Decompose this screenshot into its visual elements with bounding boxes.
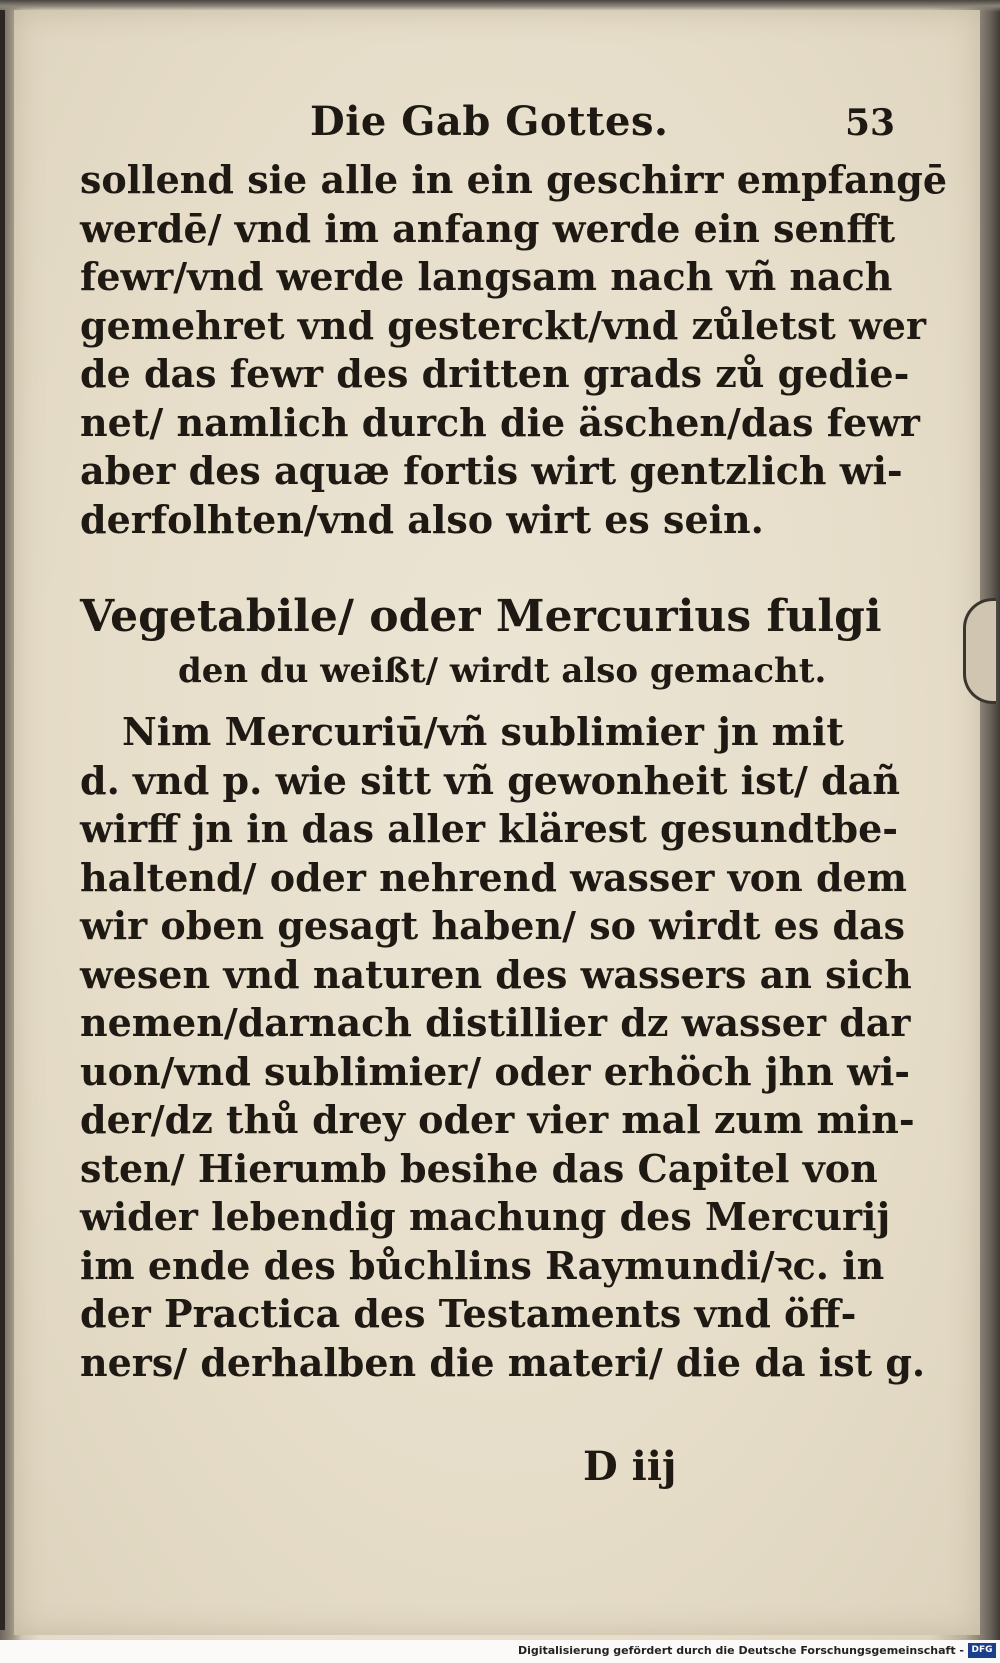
- running-header: [90, 98, 896, 148]
- text-line: der/dz thů drey oder vier mal zum min-: [80, 1097, 915, 1142]
- heading-line-2: den du weißt/ wirdt also gemacht.: [178, 651, 827, 691]
- paragraph-1: [80, 156, 948, 544]
- binding-edge: [0, 10, 5, 1630]
- text-line: derfolhten/vnd also wirt es sein.: [80, 496, 764, 542]
- footer-bar: [0, 1640, 1000, 1663]
- page-number: 53: [845, 102, 896, 144]
- text-line: nemen/darnach distillier dz wasser dar: [80, 1000, 911, 1045]
- text-line: aber des aquæ fortis wirt gentzlich wi-: [80, 448, 903, 493]
- signature-mark: D iij: [583, 1443, 677, 1490]
- text-line: de das fewr des dritten grads zů gedie-: [80, 351, 910, 396]
- text-line: wider lebendig machung des Mercurij: [80, 1194, 891, 1239]
- text-line: sollend sie alle in ein geschirr empfangē: [80, 157, 948, 202]
- text-line: uon/vnd sublimier/ oder erhöch jhn wi-: [80, 1048, 911, 1094]
- text-line: net/ namlich durch die äschen/das fewr: [80, 399, 920, 445]
- heading-line-1: Vegetabile/ oder Mercurius fulgi: [80, 591, 882, 642]
- text-line: sten/ Hierumb besihe das Capitel von: [80, 1145, 878, 1191]
- text-line: Nim Mercuriū/vñ sublimier jn mit: [122, 709, 844, 754]
- page-tab-marker: [963, 598, 996, 704]
- text-line: gemehret vnd gesterckt/vnd zůletst wer: [80, 302, 927, 348]
- dfg-logo: DFG: [968, 1643, 996, 1658]
- text-line: fewr/vnd werde langsam nach vñ nach: [80, 254, 893, 299]
- text-line: wir oben gesagt haben/ so wirdt es das: [80, 903, 906, 948]
- section-heading: [80, 588, 880, 696]
- funding-credit: Digitalisierung gefördert durch die Deutsche Forschungsgemeinschaft -: [517, 1644, 964, 1657]
- text-line: d. vnd p. wie sitt vñ gewonheit ist/ dañ: [80, 757, 900, 803]
- text-line: wesen vnd naturen des wassers an sich: [80, 951, 912, 997]
- text-line: im ende des bůchlins Raymundi/ꝛc. in: [80, 1242, 885, 1288]
- text-line: haltend/ oder nehrend wasser von dem: [80, 854, 907, 900]
- text-line: werdē/ vnd im anfang werde ein senfft: [80, 205, 896, 251]
- text-line: wirff jn in das aller klärest gesundtbe-: [80, 806, 899, 851]
- paragraph-2: [80, 708, 926, 1387]
- text-line: ners/ derhalben die materi/ die da ist g.: [80, 1339, 926, 1385]
- text-line: der Practica des Testaments vnd öff-: [80, 1291, 857, 1336]
- running-title: Die Gab Gottes.: [310, 98, 669, 145]
